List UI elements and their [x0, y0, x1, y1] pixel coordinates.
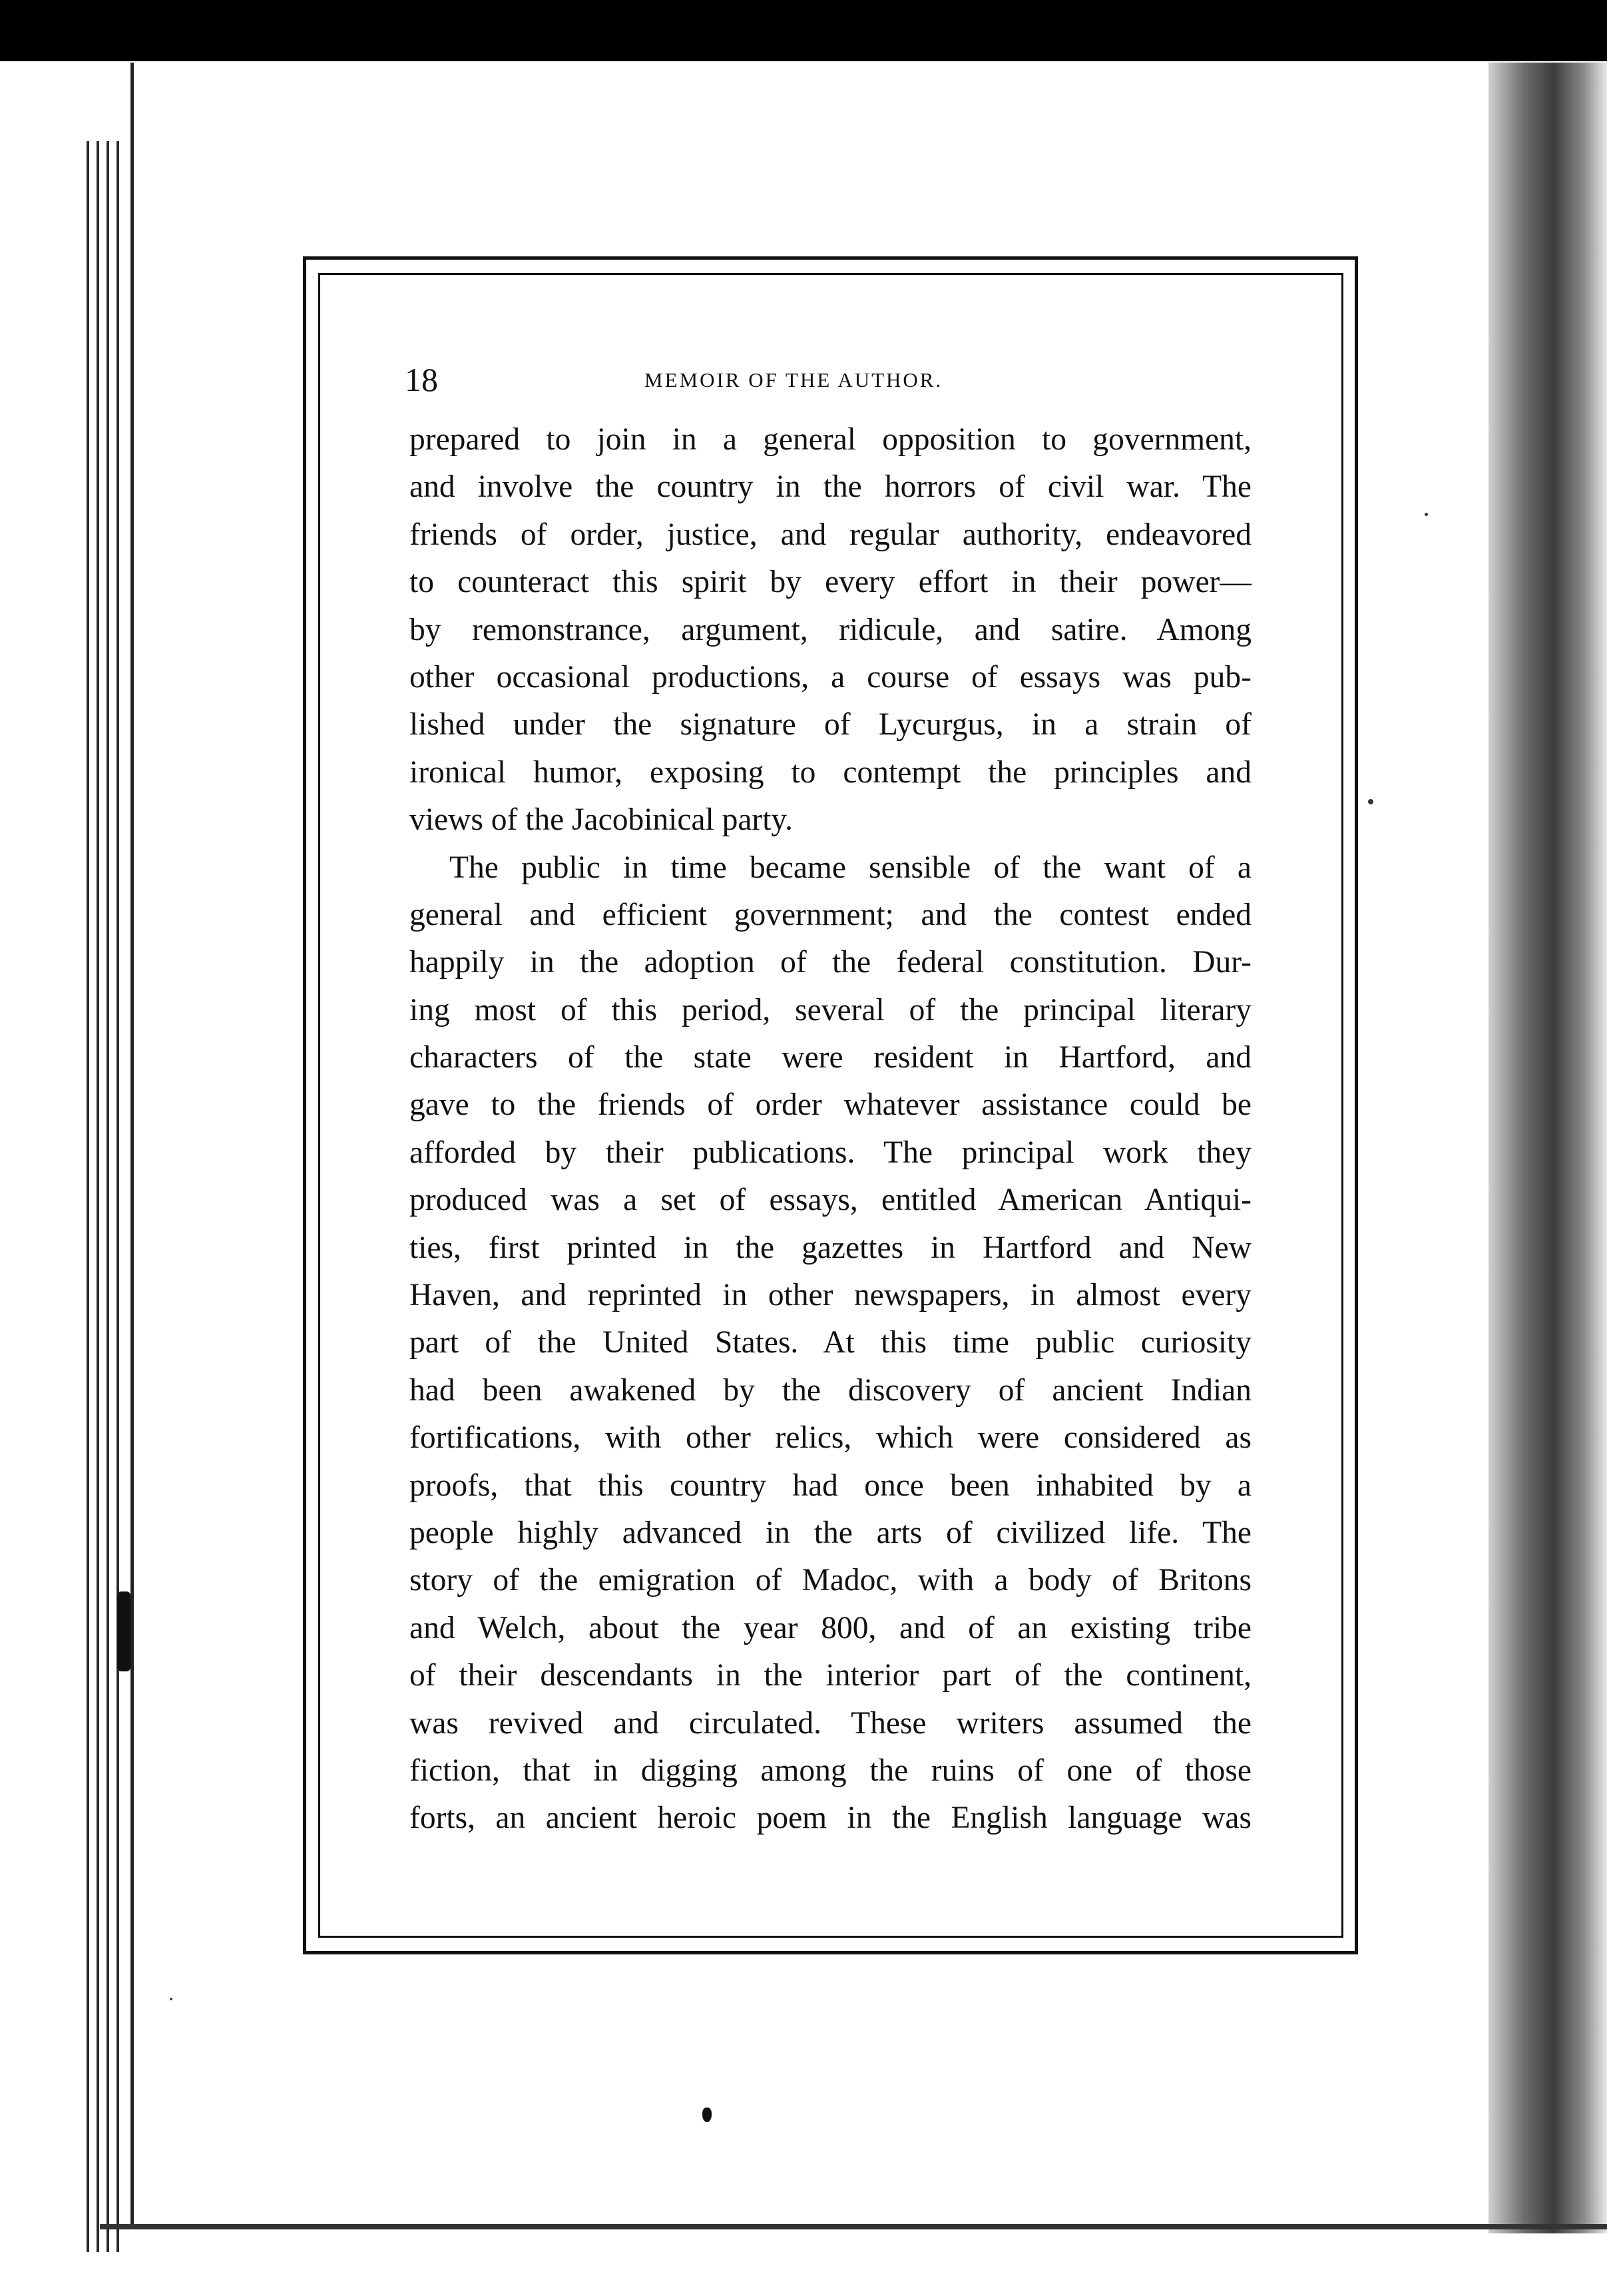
text-line: fortifications, with other relics, which were considered as [409, 1420, 1252, 1456]
text-line: by remonstrance, argument, ridicule, and satire. Among [409, 612, 1252, 647]
text-line: friends of order, justice, and regular authority, endeavored [409, 517, 1252, 552]
book-page-edges [0, 61, 73, 2225]
text-line: had been awakened by the discovery of ancient Indian [409, 1372, 1252, 1408]
text-line: forts, an ancient heroic poem in the English language was [409, 1801, 1252, 1836]
text-line: part of the United States. At this time public curiosity [409, 1325, 1252, 1360]
text-line: ironical humor, exposing to contempt the principles and [409, 754, 1252, 790]
text-line: story of the emigration of Madoc, with a body of Britons [409, 1563, 1252, 1598]
binding-mark [117, 1591, 130, 1671]
text-line: and Welch, about the year 800, and of an existing tribe [409, 1610, 1252, 1645]
text-line: general and efficient government; and the contest ended [409, 897, 1252, 932]
text-line: fiction, that in digging among the ruins of one of those [409, 1753, 1252, 1788]
text-line: views of the Jacobinical party. [409, 802, 793, 838]
text-line: characters of the state were resident in Hartford, and [409, 1040, 1252, 1075]
ink-speck [1425, 513, 1428, 516]
running-head-title: MEMOIR OF THE AUTHOR. [644, 368, 943, 392]
page-leaf-edge [87, 141, 89, 2252]
page-leaf-edge [116, 141, 119, 2252]
text-line: of their descendants in the interior part of the continent, [409, 1658, 1252, 1693]
text-line: other occasional productions, a course of essays was pub- [409, 659, 1252, 695]
text-line: produced was a set of essays, entitled American Antiqui- [409, 1183, 1252, 1218]
text-line: people highly advanced in the arts of civilized life. The [409, 1515, 1252, 1550]
page-bottom-edge [100, 2224, 1607, 2229]
ink-speck [170, 1998, 172, 2000]
scan-top-border [0, 0, 1607, 61]
text-line: afforded by their publications. The principal work they [409, 1135, 1252, 1170]
ink-blot [702, 2108, 712, 2122]
page-leaf-edge [107, 141, 109, 2252]
text-line: happily in the adoption of the federal constitution. Dur- [409, 945, 1252, 980]
text-line: Haven, and reprinted in other newspapers, in almost every [409, 1278, 1252, 1313]
page-leaf-edge [97, 141, 99, 2252]
text-line: to counteract this spirit by every effort in their power— [409, 565, 1252, 600]
ink-speck [1368, 799, 1373, 804]
body-text [409, 416, 1252, 1843]
text-line: and involve the country in the horrors of civil war. The [409, 469, 1252, 505]
text-line: prepared to join in a general opposition to government, [409, 422, 1252, 457]
running-head [405, 356, 1263, 403]
text-line: ties, first printed in the gazettes in Hartford and New [409, 1230, 1252, 1265]
text-line: ing most of this period, several of the principal literary [409, 992, 1252, 1027]
text-line: gave to the friends of order whatever assistance could be [409, 1087, 1252, 1123]
page-number: 18 [405, 361, 438, 398]
text-line: The public in time became sensible of the want of a [449, 850, 1252, 885]
text-line: lished under the signature of Lycurgus, in a strain of [409, 707, 1252, 742]
gutter-shadow [1489, 63, 1607, 2233]
text-line: was revived and circulated. These writers assumed the [409, 1705, 1252, 1741]
text-line: proofs, that this country had once been inhabited by a [409, 1468, 1252, 1503]
